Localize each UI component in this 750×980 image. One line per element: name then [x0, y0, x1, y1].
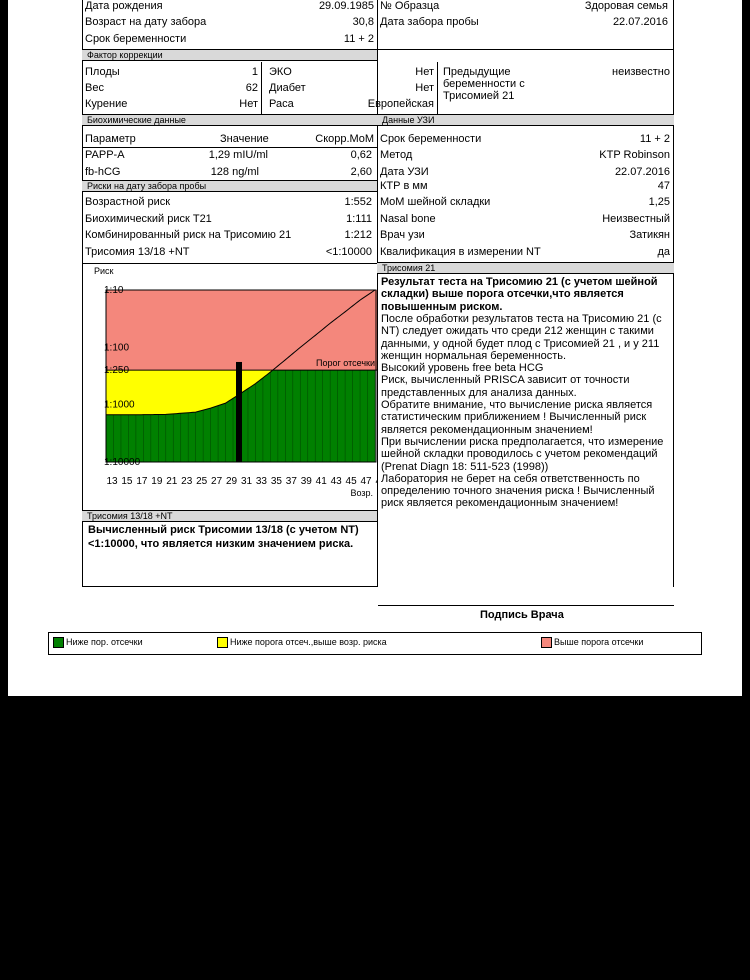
papp-value: 1,29 mIU/ml	[208, 149, 268, 161]
chart-x-tick: 23	[181, 476, 193, 487]
preg-value: 11 + 2	[343, 33, 374, 45]
chart-x-tick: 17	[136, 476, 148, 487]
chart-x-tick: 33	[255, 476, 268, 487]
chart-y-tick: 1:1000	[104, 399, 135, 411]
uzi-label-3: КТР в мм	[380, 180, 428, 192]
correction-top-line	[377, 49, 674, 50]
uzi-label-2: Дата УЗИ	[380, 166, 429, 178]
legend-swatch-mid	[217, 637, 228, 648]
t21-bold-line: складки) выше порога отсечки,что является	[381, 288, 624, 301]
chart-y-tick: 1:10000	[104, 457, 141, 468]
chart-patient-marker	[236, 362, 242, 462]
risk-t1318-value: <1:10000	[325, 246, 372, 258]
uzi-value-4: 1,25	[648, 196, 670, 208]
uzi-label-6: Врач узи	[380, 229, 425, 241]
hcg-mom: 2,60	[350, 166, 372, 178]
risk-comb-label: Комбинированный риск на Трисомию 21	[85, 229, 292, 241]
chart-x-tick: 25	[196, 476, 208, 487]
age-value: 30,8	[352, 16, 374, 28]
signature-line	[378, 605, 674, 606]
uzi-label-4: MoM шейной складки	[380, 196, 491, 208]
correction-header: Фактор коррекции	[82, 49, 377, 61]
t21-line: NT) следует ожидать что среди 212 женщин с такими	[381, 325, 654, 338]
sample-date-value: 22.07.2016	[612, 16, 668, 28]
smoking-value: Нет	[239, 98, 258, 110]
prev-value: неизвестно	[612, 66, 670, 78]
age-label: Возраст на дату забора	[85, 16, 207, 28]
chart-x-label: Возр.	[350, 488, 373, 498]
chart-x-tick: 31	[240, 476, 253, 487]
chart-y-tick: 1:250	[104, 365, 130, 377]
t21-bold-line: повышенным риском.	[381, 300, 503, 313]
uzi-label-7: Квалификация в измерении NT	[380, 246, 541, 258]
uzi-label-0: Срок беременности	[380, 133, 482, 145]
uzi-value-7: да	[657, 246, 670, 258]
t21-line: является рекомендационным значением!	[381, 423, 593, 436]
frame-right	[673, 0, 674, 587]
t1318-line-1: Вычисленный риск Трисомии 13/18 (с учетом NT)	[88, 524, 359, 536]
legend-swatch-high	[541, 637, 552, 648]
correction-divider	[261, 62, 262, 114]
chart-x-tick: 37	[285, 476, 297, 487]
papp-param: PAPP-A	[85, 149, 125, 161]
t21-line: Обратите внимание, что вычисление риска является	[381, 399, 653, 411]
eco-value: Нет	[415, 66, 434, 78]
t21-bold-line: Результат теста на Трисомию 21 (с учетом шейной	[381, 276, 658, 288]
t21-line: статистическим приближением ! Вычисленный риск	[381, 411, 647, 424]
chart-x-tick: 45	[345, 476, 357, 487]
chart-x-tick	[375, 476, 377, 487]
chart-x-tick: 41	[315, 476, 327, 487]
uzi-value-3: 47	[657, 180, 670, 192]
uzi-label-5: Nasal bone	[380, 213, 436, 225]
chart-x-tick: 15	[121, 476, 133, 487]
uzi-value-2: 22.07.2016	[614, 166, 670, 178]
chart-x-tick: 29	[225, 476, 238, 487]
chart-x-tick: 13	[106, 476, 118, 487]
risk-chart	[82, 264, 377, 508]
weight-label: Вес	[85, 82, 104, 94]
chart-x-tick: 47	[360, 476, 372, 487]
sample-date-label: Дата забора пробы	[380, 16, 479, 28]
t21-line: данными, у одной будет плод с Трисомией 21 , и у 211	[381, 337, 660, 350]
fetus-label: Плоды	[85, 66, 120, 78]
race-value: Европейская	[367, 98, 434, 110]
t21-header: Трисомия 21	[377, 262, 674, 274]
signature-label: Подпись Врача	[480, 609, 564, 621]
correction-divider-2	[437, 62, 438, 114]
report-sheet	[8, 0, 742, 696]
biochem-header: Биохимические данные	[82, 114, 377, 126]
birth-label: Дата рождения	[85, 0, 163, 12]
t21-line: риск является рекомендационным значением!	[381, 497, 619, 510]
race-label: Раса	[269, 98, 294, 110]
uzi-value-0: 11 + 2	[639, 133, 670, 145]
chart-x-tick: 39	[300, 476, 312, 487]
diabetes-label: Диабет	[269, 82, 306, 94]
risks-header: Риски на дату забора пробы	[82, 180, 377, 192]
risk-age-label: Возрастной риск	[85, 196, 171, 208]
legend-label-mid: Ниже порога отсеч.,выше возр. риска	[230, 637, 387, 647]
chart-x-tick: 27	[211, 476, 223, 487]
sample-label: № Образца	[380, 0, 440, 12]
legend-swatch-low	[53, 637, 64, 648]
t21-line: При вычислении риска предполагается, что измерение	[381, 435, 664, 448]
uzi-label-1: Метод	[380, 149, 413, 161]
chart-x-tick: 35	[270, 476, 282, 487]
risk-bio-value: 1:111	[346, 213, 372, 225]
preg-label: Срок беременности	[85, 33, 187, 45]
t21-line: шейной складки проводилось с учетом рекомендаций	[381, 448, 658, 461]
t21-line: Лаборатория не берет на себя ответственность по	[381, 472, 640, 485]
legend-label-high: Выше порога отсечки	[554, 637, 644, 647]
prev-label-2: беременности с	[443, 78, 525, 90]
prev-label-3: Трисомией 21	[443, 90, 515, 102]
t21-line: Риск, вычисленный PRISCA зависит от точности	[381, 374, 630, 387]
biochem-col-line	[82, 147, 377, 148]
fetus-value: 1	[251, 66, 258, 78]
t1318-header: Трисомия 13/18 +NT	[82, 510, 377, 522]
t21-line: (Prenat Diagn 18: 511-523 (1998))	[381, 460, 549, 473]
uzi-value-6: Затикян	[629, 229, 670, 241]
bottom-line	[82, 586, 378, 587]
t21-line: представленных для анализа данных.	[381, 386, 577, 399]
risk-comb-value: 1:212	[344, 229, 372, 241]
papp-mom: 0,62	[350, 149, 372, 161]
chart-cutoff-label: Порог отсечки	[316, 358, 375, 369]
prev-label-1: Предыдущие	[443, 66, 511, 78]
t21-line: определению точного значения риска ! Вычисленный	[381, 485, 655, 498]
chart-x-tick: 19	[151, 476, 163, 487]
uzi-header: Данные УЗИ	[377, 114, 674, 126]
sample-value: Здоровая семья	[584, 0, 668, 12]
hcg-param: fb-hCG	[85, 166, 121, 178]
legend-label-low: Ниже пор. отсечки	[66, 637, 143, 647]
diabetes-value: Нет	[415, 82, 434, 94]
uzi-value-5: Неизвестный	[602, 213, 670, 225]
weight-value: 62	[245, 82, 258, 94]
birth-value: 29.09.1985	[318, 0, 374, 12]
chart-y-label: Риск	[94, 266, 114, 276]
risk-bio-label: Биохимический риск T21	[85, 213, 212, 225]
col-value: Значение	[220, 133, 269, 145]
chart-x-tick: 43	[330, 476, 342, 487]
col-param: Параметр	[85, 133, 136, 145]
hcg-value: 128 ng/ml	[210, 166, 259, 178]
smoking-label: Курение	[85, 98, 128, 110]
eco-label: ЭКО	[269, 66, 292, 78]
uzi-value-1: KTP Robinson	[599, 149, 670, 161]
chart-x-tick: 21	[166, 476, 178, 487]
chart-y-tick: 1:10	[104, 285, 124, 296]
t21-line: женщин нормальная беременность.	[381, 349, 567, 362]
risk-t1318-label: Трисомия 13/18 +NT	[85, 246, 190, 258]
col-mom: Скорр.MoM	[315, 133, 374, 145]
t21-line: После обработки результатов теста на Трисомию 21 (с	[381, 312, 662, 325]
risk-age-value: 1:552	[344, 196, 372, 208]
t1318-line-2: <1:10000, что является низким значением риска.	[88, 538, 354, 550]
chart-y-tick: 1:100	[104, 342, 130, 354]
t21-line: Высокий уровень free beta HCG	[381, 362, 544, 375]
